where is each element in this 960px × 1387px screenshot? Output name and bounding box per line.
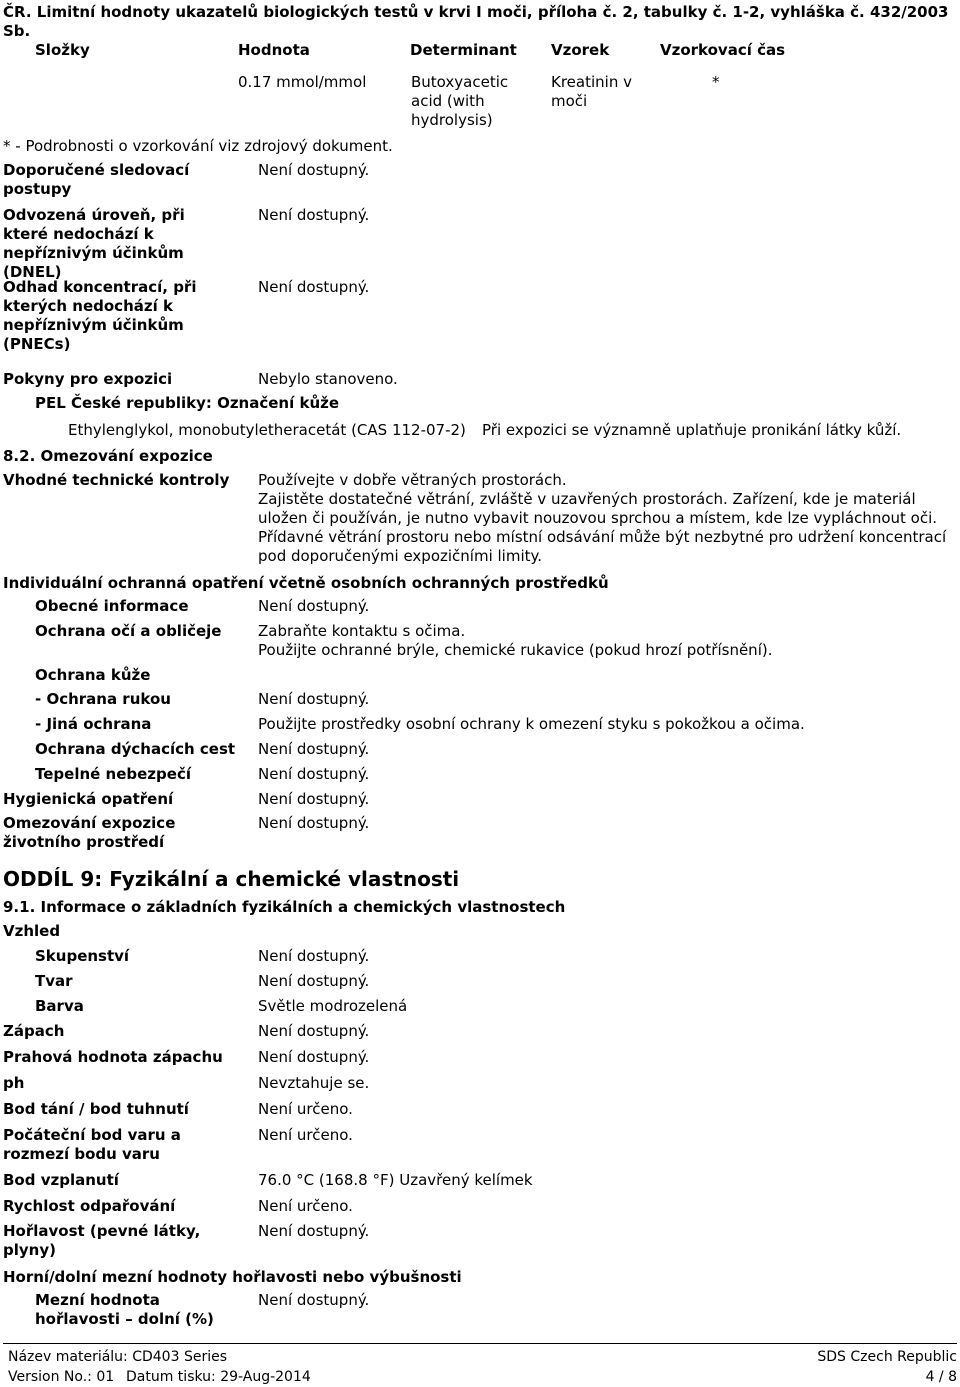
exposure-controls-section: 8.2. Omezování expozice <box>3 447 213 465</box>
odor-threshold-value: Není dostupný. <box>258 1048 370 1066</box>
odor-label: Zápach <box>3 1022 65 1040</box>
engineering-controls-label: Vhodné technické kontroly <box>3 471 230 489</box>
hand-protection-value: Není dostupný. <box>258 690 370 708</box>
form-label: Tvar <box>35 972 73 990</box>
col-header-components: Složky <box>35 41 90 59</box>
respiratory-protection-label: Ochrana dýchacích cest <box>35 740 236 758</box>
ppe-title: Individuální ochranná opatření včetně osobních ochranných prostředků <box>3 574 609 592</box>
physical-state-label: Skupenství <box>35 947 130 965</box>
footer-divider <box>3 1343 957 1344</box>
exposure-guidelines-label: Pokyny pro expozici <box>3 370 173 388</box>
section9-subtitle: 9.1. Informace o základních fyzikálních a chemických vlastnostech <box>3 898 566 916</box>
thermal-hazards-label: Tepelné nebezpečí <box>35 765 191 783</box>
col-header-value: Hodnota <box>238 41 310 59</box>
bio-sample: Kreatinin v moči <box>551 73 632 110</box>
color-label: Barva <box>35 997 84 1015</box>
bio-footnote: * - Podrobnosti o vzorkování viz zdrojový dokument. <box>3 137 393 155</box>
boiling-point-value: Není určeno. <box>258 1126 353 1144</box>
evaporation-rate-value: Není určeno. <box>258 1197 353 1215</box>
engineering-controls-text: Zajistěte dostatečné větrání, zvláště v uzavřených prostorách. Zařízení, kde je materiál uložen či používán, je nutno vybavit nouzovou sprchou a místem, kde lze vypláchnout oči. Přídavné větrání prostoru nebo místní odsávání může být nezbytné pro udržení koncentrací pod doporučenými expozičními limity. <box>258 490 947 565</box>
color-value: Světle modrozelená <box>258 997 408 1015</box>
dnel-label: Odvozená úroveň, při které nedochází k nepříznivým účinkům (DNEL) <box>3 206 185 281</box>
other-protection-label: - Jiná ochrana <box>35 715 152 733</box>
skin-protection-label: Ochrana kůže <box>35 666 151 684</box>
eye-protection-line1: Zabraňte kontaktu s očima. <box>258 622 466 640</box>
lower-flammability-label: Mezní hodnota hořlavosti – dolní (%) <box>35 1291 214 1328</box>
melting-point-label: Bod tání / bod tuhnutí <box>3 1100 189 1118</box>
thermal-hazards-value: Není dostupný. <box>258 765 370 783</box>
form-value: Není dostupný. <box>258 972 370 990</box>
monitoring-label: Doporučené sledovací postupy <box>3 161 190 198</box>
bio-limits-title: ČR. Limitní hodnoty ukazatelů biologických testů v krvi I moči, příloha č. 2, tabulky č. 1-2, vyhláška č. 432/2003 Sb. <box>3 3 949 40</box>
footer-page-number: 4 / 8 <box>925 1369 957 1385</box>
physical-state-value: Není dostupný. <box>258 947 370 965</box>
col-header-sampling-time: Vzorkovací čas <box>660 41 786 59</box>
pnec-value: Není dostupný. <box>258 278 370 296</box>
footer-print-date: Datum tisku: 29-Aug-2014 <box>126 1369 311 1385</box>
hand-protection-label: - Ochrana rukou <box>35 690 171 708</box>
engineering-controls-line1: Používejte v dobře větraných prostorách. <box>258 471 567 489</box>
odor-value: Není dostupný. <box>258 1022 370 1040</box>
flammability-limits-label: Horní/dolní mezní hodnoty hořlavosti nebo výbušnosti <box>3 1268 462 1286</box>
odor-threshold-label: Prahová hodnota zápachu <box>3 1048 223 1066</box>
bio-sampling-time: * <box>712 73 720 91</box>
bio-value: 0.17 mmol/mmol <box>238 73 367 91</box>
dnel-value: Není dostupný. <box>258 206 370 224</box>
ppe-general-label: Obecné informace <box>35 597 189 615</box>
ph-label: ph <box>3 1074 25 1092</box>
ph-value: Nevztahuje se. <box>258 1074 370 1092</box>
appearance-label: Vzhled <box>3 922 61 940</box>
melting-point-value: Není určeno. <box>258 1100 353 1118</box>
hygiene-label: Hygienická opatření <box>3 790 174 808</box>
monitoring-value: Není dostupný. <box>258 161 370 179</box>
flash-point-label: Bod vzplanutí <box>3 1171 119 1189</box>
pnec-label: Odhad koncentrací, při kterých nedochází k nepříznivým účinkům (PNECs) <box>3 278 197 353</box>
ppe-general-value: Není dostupný. <box>258 597 370 615</box>
flammability-value: Není dostupný. <box>258 1222 370 1240</box>
boiling-point-label: Počáteční bod varu a rozmezí bodu varu <box>3 1126 181 1163</box>
environmental-exposure-label: Omezování expozice životního prostředí <box>3 814 176 851</box>
footer-material-name: Název materiálu: CD403 Series <box>8 1349 228 1365</box>
section9-title: ODDÍL 9: Fyzikální a chemické vlastnosti <box>3 867 460 891</box>
environmental-exposure-value: Není dostupný. <box>258 814 370 832</box>
flammability-label: Hořlavost (pevné látky, plyny) <box>3 1222 201 1259</box>
footer-version: Version No.: 01 <box>8 1369 115 1385</box>
respiratory-protection-value: Není dostupný. <box>258 740 370 758</box>
flash-point-value: 76.0 °C (168.8 °F) Uzavřený kelímek <box>258 1171 533 1189</box>
eye-protection-line2: Použijte ochranné brýle, chemické rukavice (pokud hrozí potřísnění). <box>258 641 773 659</box>
hygiene-value: Není dostupný. <box>258 790 370 808</box>
pel-title: PEL České republiky: Označení kůže <box>35 394 340 412</box>
pel-substance: Ethylenglykol, monobutyletheracetát (CAS 112-07-2) <box>68 421 466 439</box>
footer-country: SDS Czech Republic <box>817 1349 957 1365</box>
pel-note: Při expozici se významně uplatňuje pronikání látky kůží. <box>482 421 902 439</box>
col-header-sample: Vzorek <box>551 41 610 59</box>
lower-flammability-value: Není dostupný. <box>258 1291 370 1309</box>
bio-determinant: Butoxyacetic acid (with hydrolysis) <box>411 73 509 129</box>
eye-protection-label: Ochrana očí a obličeje <box>35 622 222 640</box>
evaporation-rate-label: Rychlost odpařování <box>3 1197 176 1215</box>
col-header-determinant: Determinant <box>410 41 517 59</box>
exposure-guidelines-value: Nebylo stanoveno. <box>258 370 398 388</box>
other-protection-value: Použijte prostředky osobní ochrany k omezení styku s pokožkou a očima. <box>258 715 805 733</box>
